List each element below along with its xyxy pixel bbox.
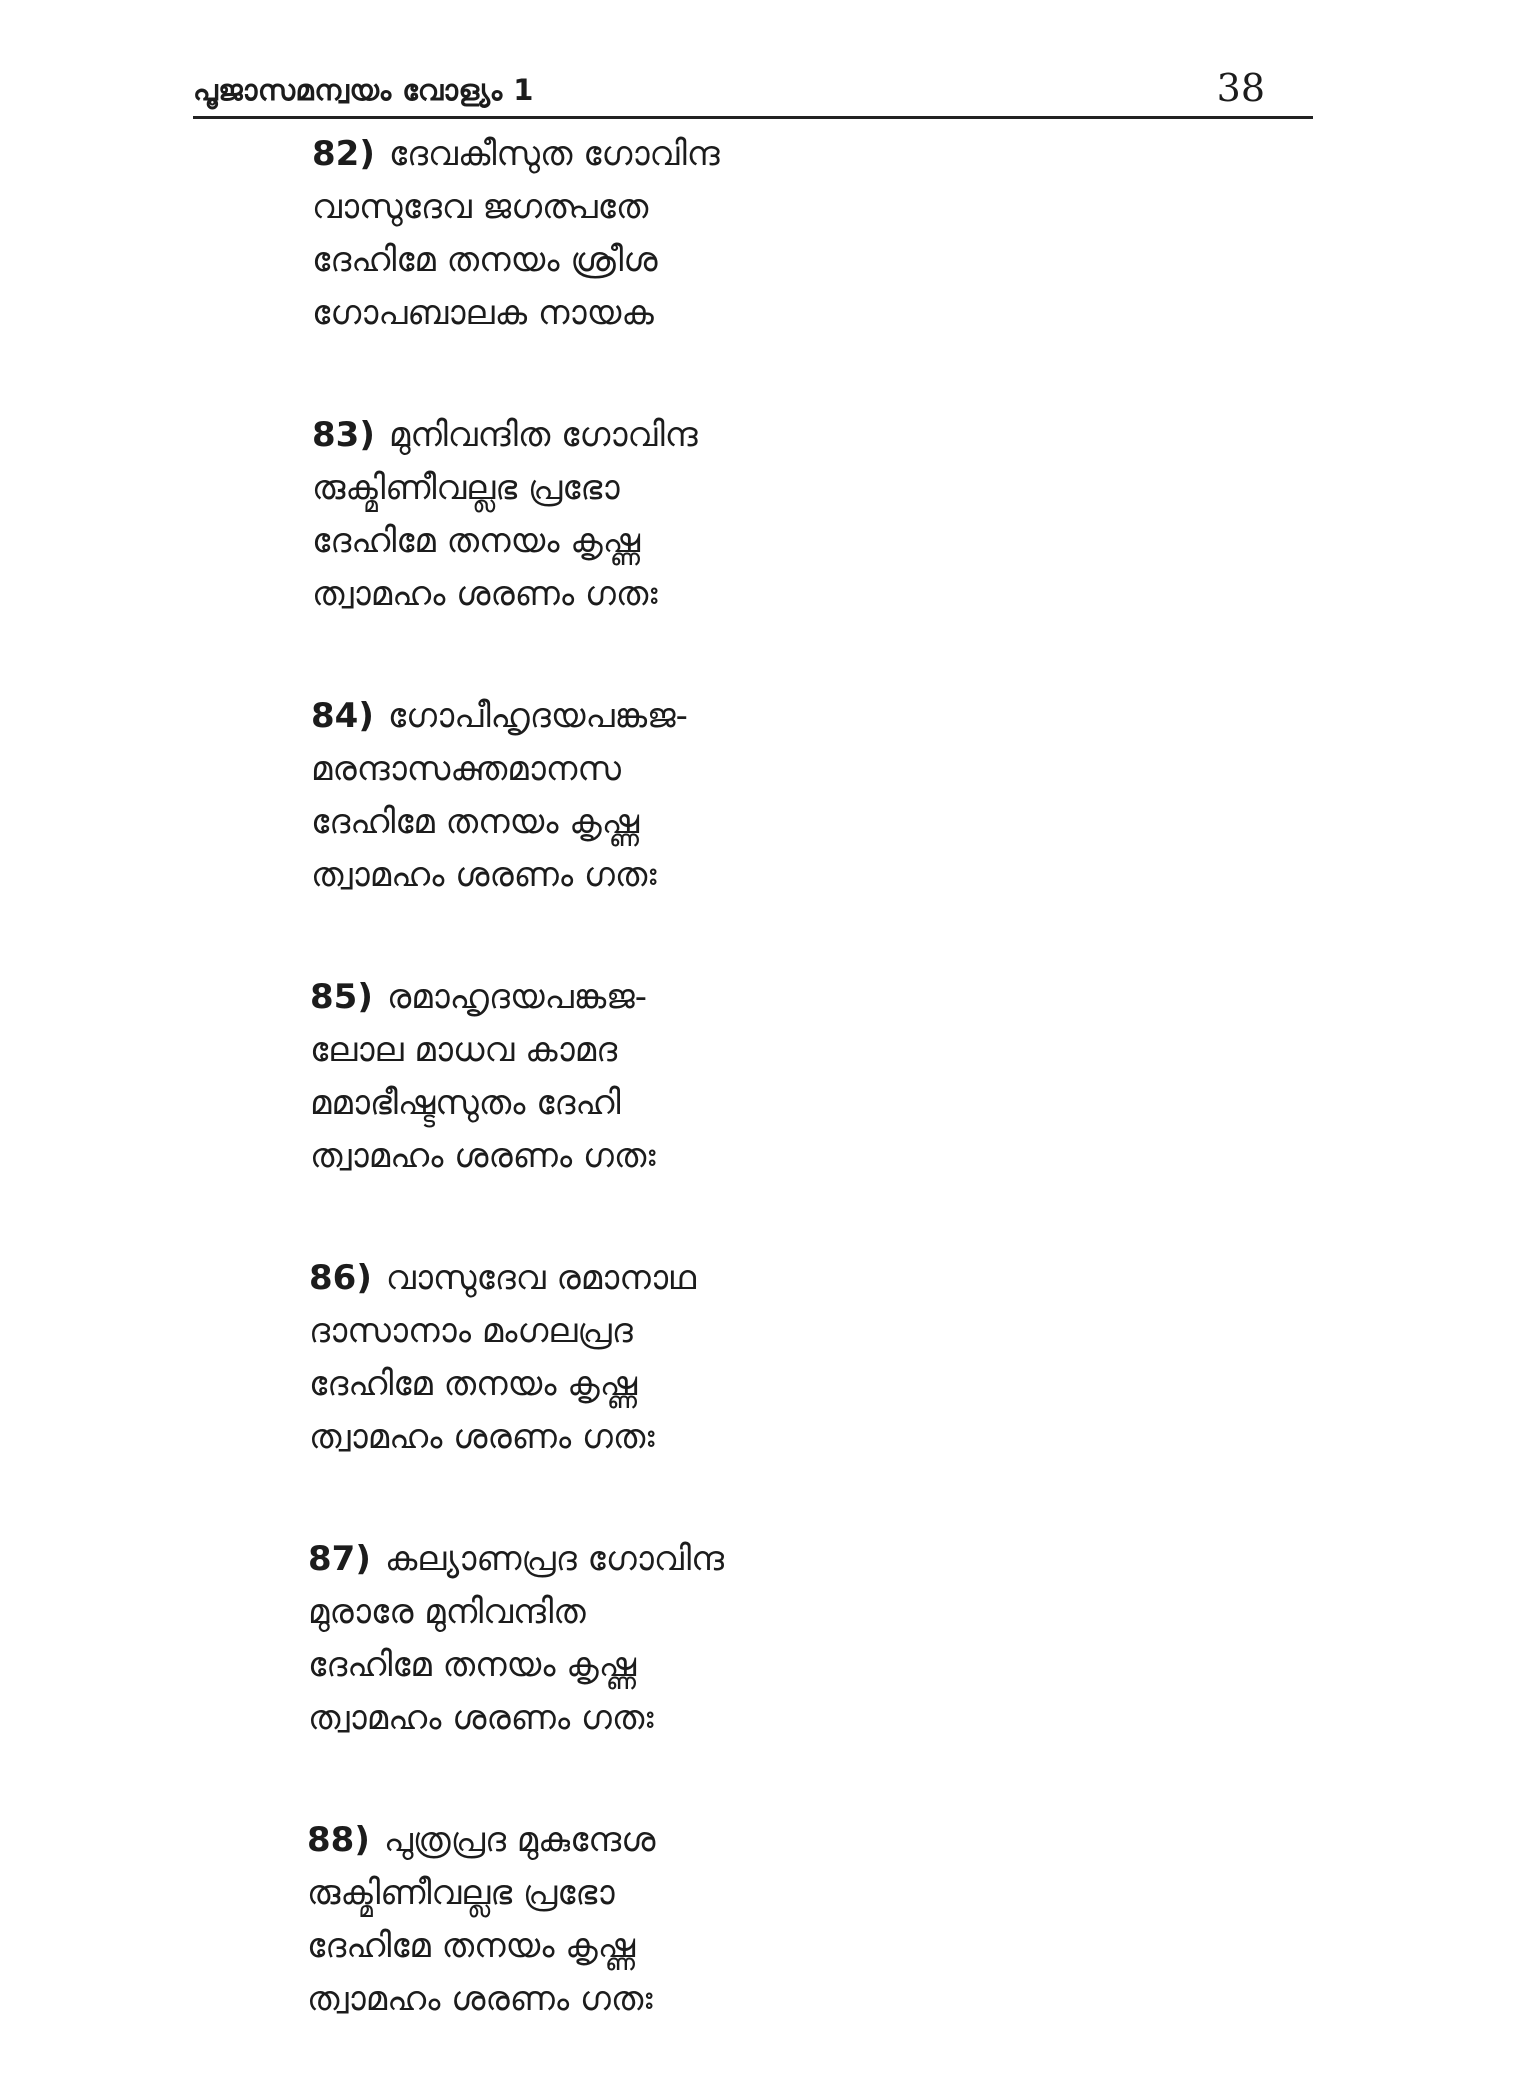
verse-line [310,971,1212,1024]
verse-number: 86) [309,1258,372,1298]
verse-text: കല്യാണപ്രദ ഗോവിന്ദ [384,1539,724,1579]
verse-line [309,1252,1212,1305]
verse-line: ലോല മാധവ കാമദ [310,1030,618,1070]
verse-number: 88) [307,1820,370,1860]
verse-line: രുക്മിണീവല്ലഭ പ്രഭോ [312,468,620,508]
verse-list [307,128,1212,2095]
verse-line: ദേഹിമേ തനയം ശ്രീശ [312,240,658,280]
verse-line [308,1533,1212,1586]
verse-line [307,1814,1212,1867]
verse-number: 85) [310,977,373,1017]
verse-line: ത്വാമഹം ശരണം ഗതഃ [307,1979,653,2019]
verse-line: ത്വാമഹം ശരണം ഗതഃ [312,574,658,614]
verse-line: ദേഹിമേ തനയം കൃഷ്ണ [311,802,640,842]
verse-number: 87) [308,1539,371,1579]
verse-line [312,409,1212,462]
verse-line: ത്വാമഹം ശരണം ഗതഃ [308,1698,654,1738]
verse-85 [310,971,1212,1183]
verse-number: 82) [312,134,375,174]
verse-line [311,690,1212,743]
verse-text: പുത്രപ്രദ മുകുന്ദേശ [383,1820,656,1860]
verse-82 [312,128,1212,340]
verse-line: രുക്മിണീവല്ലഭ പ്രഭോ [307,1873,615,1913]
verse-line: ത്വാമഹം ശരണം ഗതഃ [310,1136,656,1176]
verse-line: ദേഹിമേ തനയം കൃഷ്ണ [309,1364,638,1404]
page-header [193,58,1313,119]
verse-84 [311,690,1212,902]
verse-83 [312,409,1212,621]
verse-text: ഗോപീഹൃദയപങ്കജ- [387,696,688,736]
verse-line [312,128,1212,181]
book-title: പൂജാസമന്വയം വോള്യം 1 [193,73,534,107]
verse-line: ത്വാമഹം ശരണം ഗതഃ [311,855,657,895]
verse-line: ഗോപബാലക നായക [312,293,654,333]
verse-number: 83) [312,415,375,455]
verse-text: വാസുദേവ രമാനാഥ [385,1258,697,1298]
page-number: 38 [1216,66,1265,110]
verse-line: മമാഭീഷ്ടസുതം ദേഹി [310,1083,621,1123]
verse-text: ദേവകീസുത ഗോവിന്ദ [388,134,720,174]
verse-line: ദേഹിമേ തനയം കൃഷ്ണ [307,1926,636,1966]
verse-87 [308,1533,1212,1745]
verse-line: ദേഹിമേ തനയം കൃഷ്ണ [308,1645,637,1685]
verse-text: മുനിവന്ദിത ഗോവിന്ദ [388,415,698,455]
verse-88 [307,1814,1212,2026]
verse-line: ദാസാനാം മംഗലപ്രദ [309,1311,633,1351]
verse-line: ദേഹിമേ തനയം കൃഷ്ണ [312,521,641,561]
verse-line: വാസുദേവ ജഗത്പതേ [312,187,649,227]
verse-line: മുരാരേ മുനിവന്ദിത [308,1592,586,1632]
verse-number: 84) [311,696,374,736]
verse-text: രമാഹൃദയപങ്കജ- [386,977,648,1017]
verse-line: ത്വാമഹം ശരണം ഗതഃ [309,1417,655,1457]
verse-86 [309,1252,1212,1464]
verse-line: മരന്ദാസക്തമാനസ [311,749,621,789]
